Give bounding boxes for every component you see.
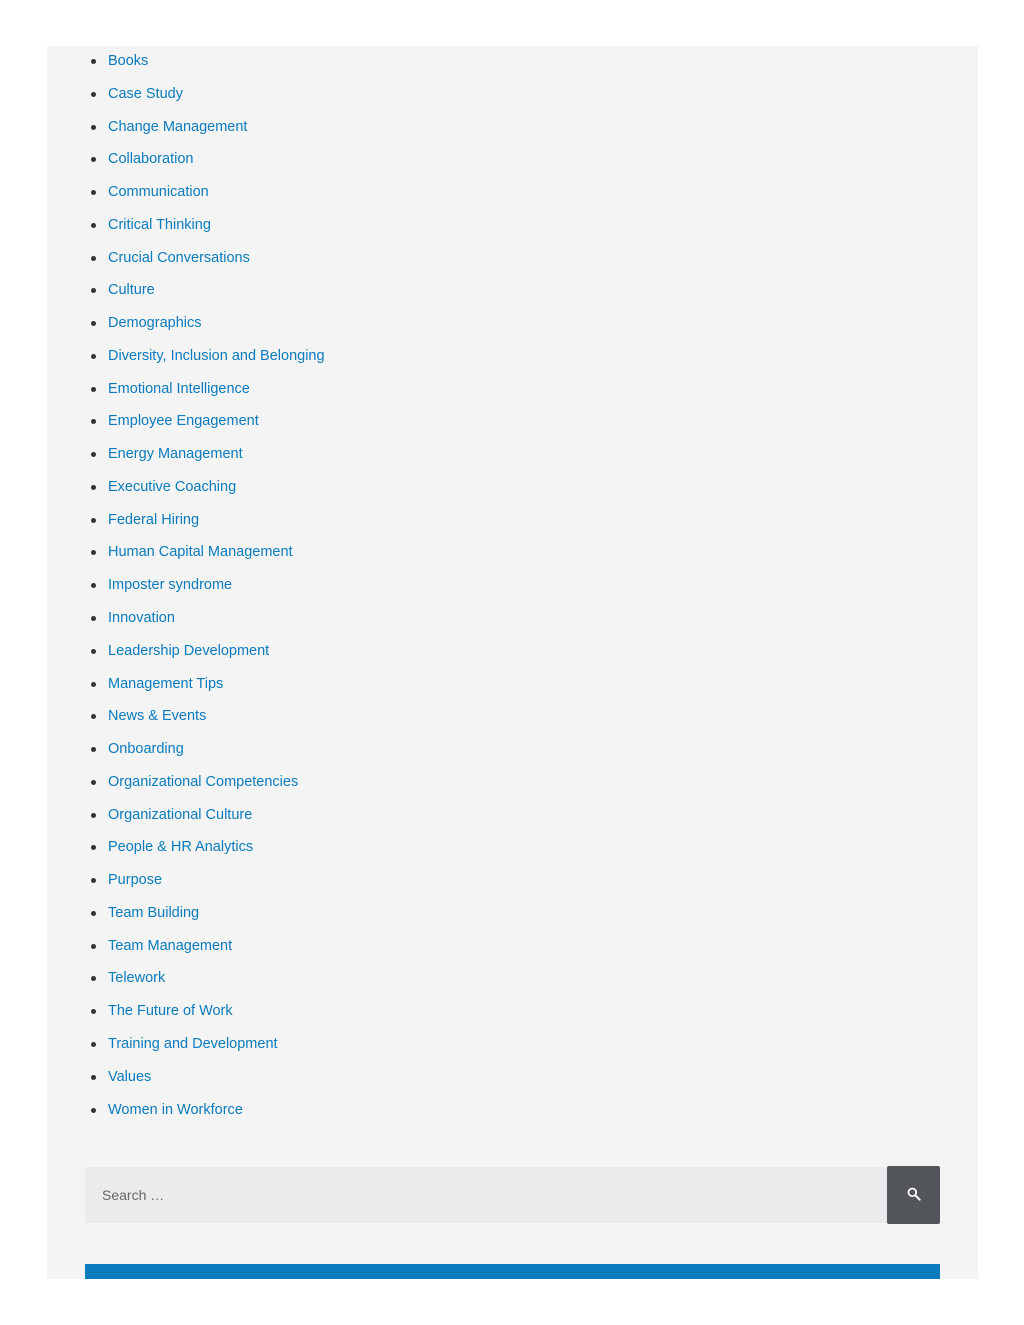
bullet-icon <box>91 714 96 719</box>
bullet-icon <box>91 780 96 785</box>
category-link[interactable]: Human Capital Management <box>108 544 293 561</box>
bullet-icon <box>91 550 96 555</box>
bullet-icon <box>91 1108 96 1113</box>
category-link[interactable]: Imposter syndrome <box>108 577 233 594</box>
bullet-icon <box>91 682 96 687</box>
bullet-icon <box>91 1042 96 1047</box>
list-item <box>91 214 325 247</box>
list-item <box>91 279 325 312</box>
bullet-icon <box>91 354 96 359</box>
category-link[interactable]: Case Study <box>108 85 183 102</box>
list-item <box>91 116 325 149</box>
list-item <box>91 378 325 411</box>
bullet-icon <box>91 911 96 916</box>
category-link[interactable]: Innovation <box>108 610 175 627</box>
accent-bar <box>85 1264 940 1279</box>
category-link[interactable]: Demographics <box>108 315 202 332</box>
bullet-icon <box>91 583 96 588</box>
category-link[interactable]: Communication <box>108 184 209 201</box>
bullet-icon <box>91 59 96 64</box>
category-link[interactable]: Team Management <box>108 937 233 954</box>
category-link[interactable]: Organizational Competencies <box>108 773 299 790</box>
list-item <box>91 967 325 1000</box>
search-form <box>85 1166 940 1224</box>
category-link[interactable]: People & HR Analytics <box>108 839 254 856</box>
bullet-icon <box>91 452 96 457</box>
category-link[interactable]: Onboarding <box>108 741 184 758</box>
list-item <box>91 640 325 673</box>
category-link[interactable]: Books <box>108 53 149 69</box>
list-item <box>91 443 325 476</box>
bullet-icon <box>91 813 96 818</box>
bullet-icon <box>91 649 96 654</box>
category-link[interactable]: Change Management <box>108 118 248 135</box>
list-item <box>91 1099 325 1132</box>
sidebar-panel <box>47 46 978 1279</box>
bullet-icon <box>91 747 96 752</box>
list-item <box>91 1033 325 1066</box>
category-link[interactable]: Employee Engagement <box>108 413 259 430</box>
category-link[interactable]: Culture <box>108 282 155 299</box>
list-item <box>91 836 325 869</box>
category-link[interactable]: Organizational Culture <box>108 806 253 823</box>
category-link[interactable]: Emotional Intelligence <box>108 380 250 397</box>
bullet-icon <box>91 125 96 130</box>
bullet-icon <box>91 1009 96 1014</box>
category-link[interactable]: Energy Management <box>108 446 243 463</box>
category-link[interactable]: Executive Coaching <box>108 478 237 495</box>
category-link[interactable]: The Future of Work <box>108 1003 233 1020</box>
category-link[interactable]: Crucial Conversations <box>108 249 250 266</box>
list-item <box>91 804 325 837</box>
list-item <box>91 410 325 443</box>
category-link[interactable]: Diversity, Inclusion and Belonging <box>108 347 325 364</box>
category-link[interactable]: Critical Thinking <box>108 216 211 233</box>
list-item <box>91 345 325 378</box>
list-item <box>91 607 325 640</box>
category-link[interactable]: Telework <box>108 970 166 987</box>
list-item <box>91 50 325 83</box>
bullet-icon <box>91 419 96 424</box>
category-link[interactable]: Purpose <box>108 872 163 889</box>
bullet-icon <box>91 878 96 883</box>
category-link[interactable]: Team Building <box>108 904 200 921</box>
list-item <box>91 771 325 804</box>
bullet-icon <box>91 321 96 326</box>
search-input[interactable] <box>85 1167 887 1223</box>
list-item <box>91 247 325 280</box>
list-item <box>91 673 325 706</box>
bullet-icon <box>91 616 96 621</box>
category-link[interactable]: News & Events <box>108 708 207 725</box>
bullet-icon <box>91 157 96 162</box>
bullet-icon <box>91 518 96 523</box>
list-item <box>91 869 325 902</box>
list-item <box>91 738 325 771</box>
list-item <box>91 902 325 935</box>
search-button[interactable] <box>887 1166 940 1224</box>
list-item <box>91 509 325 542</box>
search-icon <box>906 1186 922 1205</box>
category-link[interactable]: Training and Development <box>108 1035 278 1052</box>
list-item <box>91 148 325 181</box>
bullet-icon <box>91 485 96 490</box>
bullet-icon <box>91 387 96 392</box>
category-link[interactable]: Federal Hiring <box>108 511 200 528</box>
bullet-icon <box>91 92 96 97</box>
category-link[interactable]: Leadership Development <box>108 642 270 659</box>
category-link[interactable]: Values <box>108 1068 152 1085</box>
list-item <box>91 1066 325 1099</box>
list-item <box>91 705 325 738</box>
category-list <box>91 50 325 1131</box>
list-item <box>91 574 325 607</box>
list-item <box>91 935 325 968</box>
bullet-icon <box>91 190 96 195</box>
category-link[interactable]: Management Tips <box>108 675 224 692</box>
bullet-icon <box>91 288 96 293</box>
bullet-icon <box>91 223 96 228</box>
list-item <box>91 541 325 574</box>
category-link[interactable]: Collaboration <box>108 151 194 168</box>
bullet-icon <box>91 944 96 949</box>
bullet-icon <box>91 845 96 850</box>
list-item <box>91 181 325 214</box>
bullet-icon <box>91 976 96 981</box>
bullet-icon <box>91 1075 96 1080</box>
list-item <box>91 83 325 116</box>
list-item <box>91 476 325 509</box>
category-link[interactable]: Women in Workforce <box>108 1101 243 1118</box>
bullet-icon <box>91 256 96 261</box>
list-item <box>91 1000 325 1033</box>
list-item <box>91 312 325 345</box>
